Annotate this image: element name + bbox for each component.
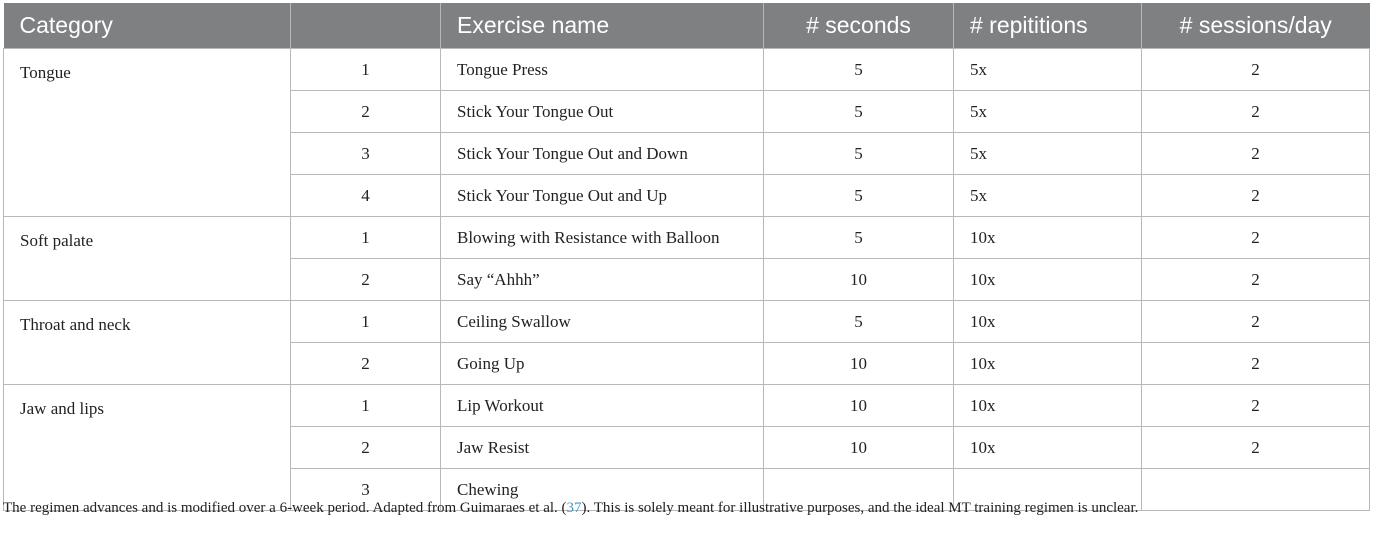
category-cell: Jaw and lips xyxy=(4,385,291,511)
exercise-cell: Stick Your Tongue Out and Up xyxy=(441,175,764,217)
seconds-cell: 10 xyxy=(764,427,954,469)
header-exercise-name: Exercise name xyxy=(441,3,764,49)
table-footnote xyxy=(3,500,1371,517)
index-cell: 4 xyxy=(291,175,441,217)
sessions-cell: 2 xyxy=(1142,49,1370,91)
exercise-cell: Ceiling Swallow xyxy=(441,301,764,343)
exercise-regimen-table xyxy=(3,3,1370,511)
seconds-cell: 5 xyxy=(764,175,954,217)
seconds-cell: 10 xyxy=(764,259,954,301)
seconds-cell: 5 xyxy=(764,301,954,343)
table-row xyxy=(4,217,1370,259)
exercise-cell: Chewing xyxy=(441,469,764,511)
repetitions-cell: 10x xyxy=(954,301,1142,343)
repetitions-cell: 5x xyxy=(954,49,1142,91)
index-cell: 1 xyxy=(291,385,441,427)
seconds-cell: 10 xyxy=(764,385,954,427)
index-cell: 2 xyxy=(291,427,441,469)
table-body xyxy=(4,49,1370,511)
sessions-cell: 2 xyxy=(1142,427,1370,469)
seconds-cell: 5 xyxy=(764,217,954,259)
exercise-cell: Going Up xyxy=(441,343,764,385)
repetitions-cell: 10x xyxy=(954,385,1142,427)
header-row xyxy=(4,3,1370,49)
seconds-cell: 10 xyxy=(764,343,954,385)
sessions-cell: 2 xyxy=(1142,133,1370,175)
exercise-cell: Lip Workout xyxy=(441,385,764,427)
repetitions-cell: 10x xyxy=(954,427,1142,469)
table-row xyxy=(4,49,1370,91)
repetitions-cell: 5x xyxy=(954,175,1142,217)
index-cell: 2 xyxy=(291,91,441,133)
category-cell: Tongue xyxy=(4,49,291,217)
repetitions-cell: 10x xyxy=(954,343,1142,385)
exercise-cell: Stick Your Tongue Out and Down xyxy=(441,133,764,175)
sessions-cell: 2 xyxy=(1142,175,1370,217)
table-row xyxy=(4,301,1370,343)
exercise-cell: Blowing with Resistance with Balloon xyxy=(441,217,764,259)
index-cell: 2 xyxy=(291,259,441,301)
repetitions-cell: 5x xyxy=(954,133,1142,175)
header-index xyxy=(291,3,441,49)
exercise-cell: Tongue Press xyxy=(441,49,764,91)
header-category: Category xyxy=(4,3,291,49)
index-cell: 1 xyxy=(291,301,441,343)
index-cell: 3 xyxy=(291,469,441,511)
header-sessions-per-day: # sessions/day xyxy=(1142,3,1370,49)
category-cell: Soft palate xyxy=(4,217,291,301)
repetitions-cell: 10x xyxy=(954,217,1142,259)
index-cell: 1 xyxy=(291,49,441,91)
seconds-cell: 5 xyxy=(764,49,954,91)
exercise-cell: Jaw Resist xyxy=(441,427,764,469)
sessions-cell: 2 xyxy=(1142,385,1370,427)
index-cell: 2 xyxy=(291,343,441,385)
sessions-cell: 2 xyxy=(1142,217,1370,259)
table-row xyxy=(4,385,1370,427)
header-repetitions: # repititions xyxy=(954,3,1142,49)
header-seconds: # seconds xyxy=(764,3,954,49)
seconds-cell: 5 xyxy=(764,133,954,175)
footnote-text-before: The regimen advances and is modified over a 6-week period. Adapted from Guimaraes et al. ( xyxy=(3,500,567,516)
footnote-text-after: ). This is solely meant for illustrative purposes, and the ideal MT training regimen is unclear. xyxy=(581,500,1139,516)
sessions-cell: 2 xyxy=(1142,91,1370,133)
exercise-cell: Say “Ahhh” xyxy=(441,259,764,301)
reference-link[interactable]: 37 xyxy=(566,500,582,516)
sessions-cell: 2 xyxy=(1142,343,1370,385)
index-cell: 1 xyxy=(291,217,441,259)
category-cell: Throat and neck xyxy=(4,301,291,385)
repetitions-cell: 5x xyxy=(954,91,1142,133)
table-container xyxy=(3,3,1369,511)
sessions-cell: 2 xyxy=(1142,301,1370,343)
repetitions-cell: 10x xyxy=(954,259,1142,301)
seconds-cell: 5 xyxy=(764,91,954,133)
sessions-cell: 2 xyxy=(1142,259,1370,301)
exercise-cell: Stick Your Tongue Out xyxy=(441,91,764,133)
index-cell: 3 xyxy=(291,133,441,175)
